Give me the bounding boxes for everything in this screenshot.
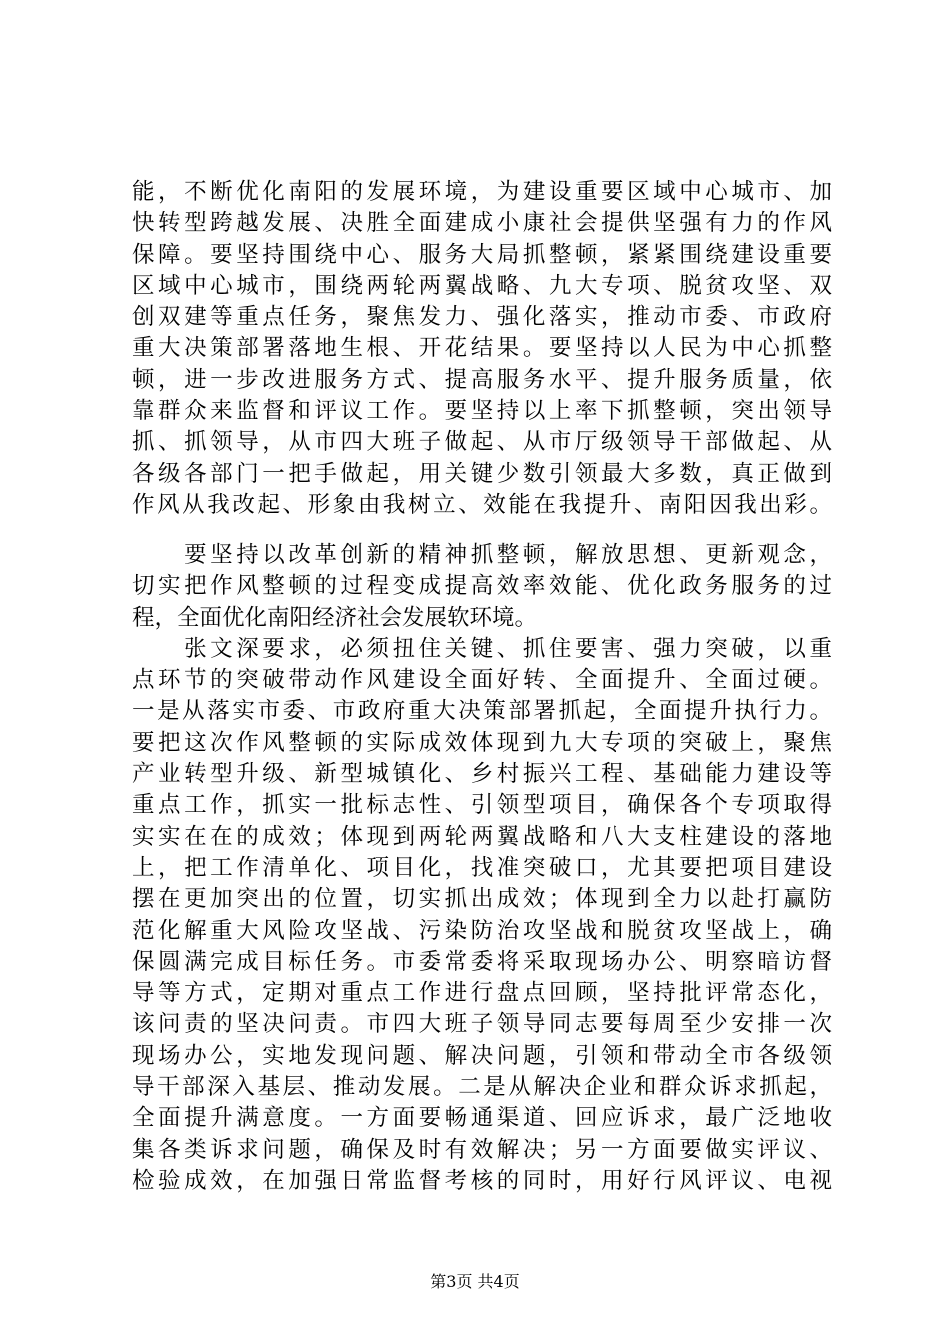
text-line: 点环节的突破带动作风建设全面好转、全面提升、全面过硬。 [132,667,832,694]
text-line: 要坚持以改革创新的精神抓整顿，解放思想、更新观念， [132,542,832,568]
page-footer: 第3页 共4页 [430,1272,520,1291]
text-line: 重大决策部署落地生根、开花结果。要坚持以人民为中心抓整 [132,335,832,362]
text-line: 顿，进一步改进服务方式、提高服务水平、提升服务质量，依 [132,366,832,393]
text-line: 靠群众来监督和评议工作。要坚持以上率下抓整顿，突出领导 [132,398,832,425]
text-line: 切实把作风整顿的过程变成提高效率效能、优化政务服务的过 [132,573,832,600]
text-line: 一是从落实市委、市政府重大决策部署抓起，全面提升执行力。 [132,698,832,725]
text-line: 创双建等重点任务，聚焦发力、强化落实，推动市委、市政府 [132,304,832,331]
text-line: 实实在在的成效；体现到两轮两翼战略和八大支柱建设的落地 [132,823,832,850]
text-line: 该问责的坚决问责。市四大班子领导同志要每周至少安排一次 [132,1011,832,1038]
text-line: 全面提升满意度。一方面要畅通渠道、回应诉求，最广泛地收 [132,1105,832,1132]
text-line: 范化解重大风险攻坚战、污染防治攻坚战和脱贫攻坚战上，确 [132,917,832,944]
text-line: 现场办公，实地发现问题、解决问题，引领和带动全市各级领 [132,1042,832,1069]
text-line: 张文深要求，必须扭住关键、抓住要害、强力突破，以重 [132,635,832,662]
text-line: 抓、抓领导，从市四大班子做起、从市厅级领导干部做起、从 [132,429,832,456]
text-line: 要把这次作风整顿的实际成效体现到九大专项的突破上，聚焦 [132,729,832,756]
text-line: 各级各部门一把手做起，用关键少数引领最大多数，真正做到 [132,460,832,487]
text-line: 集各类诉求问题，确保及时有效解决；另一方面要做实评议、 [132,1136,832,1163]
text-line: 保障。要坚持围绕中心、服务大局抓整顿，紧紧围绕建设重要 [132,241,832,268]
paragraph-2 [132,540,832,1197]
text-line: 重点工作，抓实一批标志性、引领型项目，确保各个专项取得 [132,792,832,819]
text-line: 能，不断优化南阳的发展环境，为建设重要区域中心城市、加 [132,179,832,205]
text-line: 摆在更加突出的位置，切实抓出成效；体现到全力以赴打赢防 [132,886,832,913]
text-line: 保圆满完成目标任务。市委常委将采取现场办公、明察暗访督 [132,948,832,975]
text-line: 检验成效，在加强日常监督考核的同时，用好行风评议、电视 [132,1167,832,1194]
text-line: 程，全面优化南阳经济社会发展软环境。 [132,604,538,631]
paragraph-1 [132,177,832,521]
text-line: 导等方式，定期对重点工作进行盘点回顾，坚持批评常态化， [132,980,832,1007]
text-line: 导干部深入基层、推动发展。二是从解决企业和群众诉求抓起， [132,1074,832,1101]
text-line: 产业转型升级、新型城镇化、乡村振兴工程、基础能力建设等 [132,761,832,788]
text-line: 区域中心城市，围绕两轮两翼战略、九大专项、脱贫攻坚、双 [132,272,832,299]
text-line: 快转型跨越发展、决胜全面建成小康社会提供坚强有力的作风 [132,210,832,237]
text-line: 作风从我改起、形象由我树立、效能在我提升、南阳因我出彩。 [132,491,832,518]
text-line: 上，把工作清单化、项目化，找准突破口，尤其要把项目建设 [132,854,832,881]
